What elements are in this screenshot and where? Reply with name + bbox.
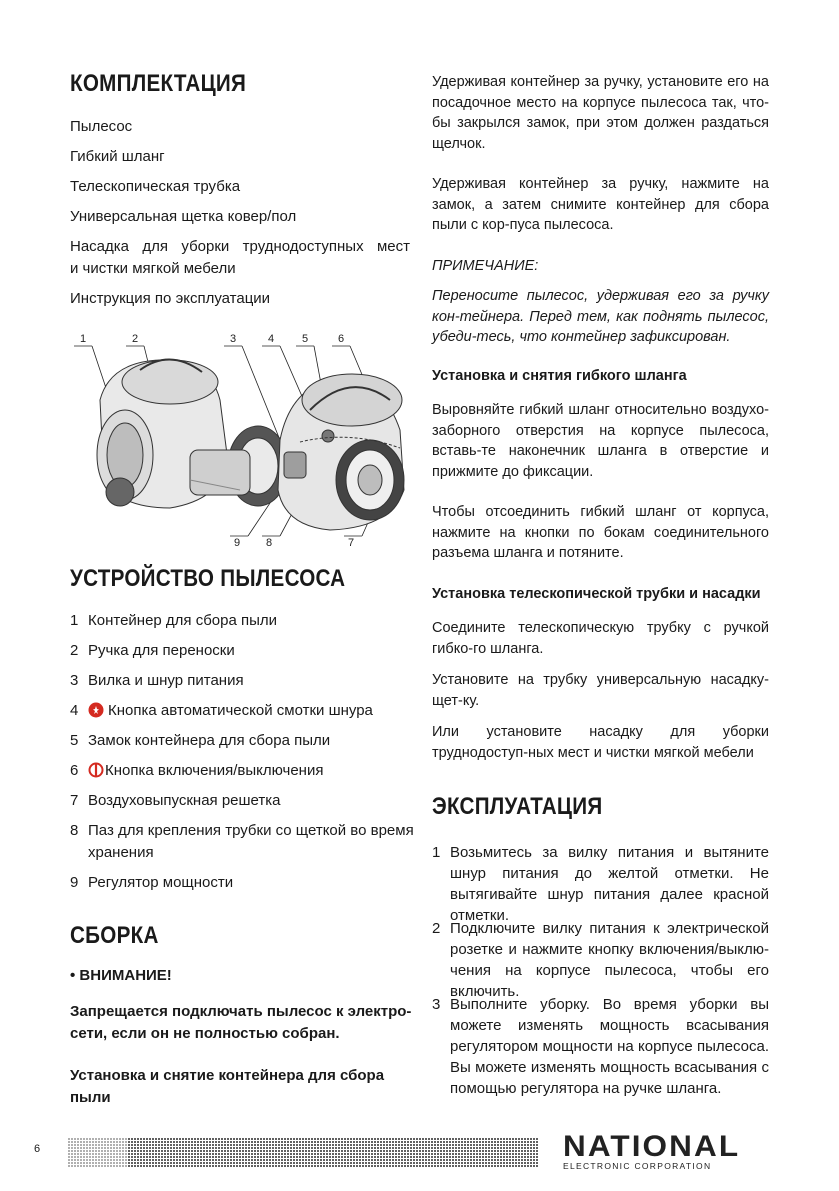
device-item: 5 Замок контейнера для сбора пыли: [70, 732, 331, 749]
device-item: 3 Вилка и шнур питания: [70, 672, 244, 689]
cord-rewind-icon: [88, 702, 104, 718]
hose-heading: Установка и снятия гибкого шланга: [432, 368, 687, 384]
container-install-text: Удерживая контейнер за ручку, установите его на посадочное место на корпусе пылесоса так, что-бы закрылся замок, при этом должен раздаться щелчок.: [432, 74, 769, 152]
container-heading: Установка и снятие контейнера для сбора: [70, 1067, 385, 1084]
vacuum-illustration: [70, 330, 410, 552]
kit-item: Телескопическая трубка: [70, 178, 241, 195]
tube-text: Или установите насадку для уборки труднодоступ-ных мест и чистки мягкой мебели: [432, 724, 769, 761]
device-item: 6 Кнопка включения/выключения: [70, 762, 324, 779]
operation-item: 2 Подключите вилку питания к электрической розетке и нажмите кнопку включения/выклю-чения на корпусе пылесоса, чтобы его включить.: [432, 920, 769, 1000]
tube-text: Соедините телескопическую трубку с ручкой гибко-го шланга.: [432, 620, 769, 657]
assembly-title: СБОРКА: [70, 922, 159, 949]
device-item: 9 Регулятор мощности: [70, 874, 234, 891]
figure-label: 6: [338, 333, 345, 345]
warning-label: • ВНИМАНИЕ!: [70, 967, 172, 984]
footer-pattern-bar: [68, 1138, 538, 1168]
hose-install-text: Выровняйте гибкий шланг относительно воздухо-заборного отверстия на корпусе пылесоса, вставь-те наконечник шланга в отверстие и прижмите до фиксации.: [432, 402, 769, 480]
device-item: 1 Контейнер для сбора пыли: [70, 612, 278, 629]
figure-label: 4: [268, 333, 275, 345]
operation-item: 3 Выполните уборку. Во время уборки вы можете изменять мощность всасывания регулятором мощности на корпусе пылесоса. Вы можете изменять мощность всасывания с помощью регулятора на ручке шланга.: [432, 996, 769, 1097]
kit-item: Инструкция по эксплуатации: [70, 290, 271, 307]
device-item: 4 Кнопка автоматической смотки шнура: [70, 702, 373, 719]
figure-label: 1: [80, 333, 87, 345]
device-item: 2 Ручка для переноски: [70, 642, 235, 659]
brand-logo: [563, 1130, 769, 1171]
warning-text: сети, если он не полностью собран.: [70, 1025, 340, 1042]
figure-label: 9: [234, 537, 241, 549]
note-text: Переносите пылесос, удерживая его за ручку кон-тейнера. Перед тем, как поднять пылесос, убеди-тесь, что контейнер зафиксирован.: [432, 288, 769, 345]
tube-heading: Установка телескопической трубки и насадки: [432, 586, 761, 602]
kit-item: Гибкий шланг: [70, 148, 165, 165]
power-icon: [88, 762, 104, 778]
device-item-cont: хранения: [88, 844, 154, 861]
operation-title: ЭКСПЛУАТАЦИЯ: [432, 793, 603, 820]
page-number: 6: [34, 1143, 41, 1155]
operation-item: 1 Возьмитесь за вилку питания и вытяните шнур питания до желтой отметки. Не вытягивайте шнур питания далее красной отметки.: [432, 844, 769, 924]
hose-remove-text: Чтобы отсоединить гибкий шланг от корпуса, нажмите на кнопки по бокам соединительного разъема шланга и потяните.: [432, 504, 769, 561]
warning-text: Запрещается подключать пылесос к электро-: [70, 1003, 412, 1020]
container-remove-text: Удерживая контейнер за ручку, нажмите на замок, а затем снимите контейнер для сбора пыли с кор-пуса пылесоса.: [432, 176, 769, 233]
brand-name: NATIONAL: [563, 1130, 741, 1163]
kit-item: Универсальная щетка ковер/пол: [70, 208, 297, 225]
kit-title: КОМПЛЕКТАЦИЯ: [70, 70, 247, 97]
kit-item-cont: и чистки мягкой мебели: [70, 260, 236, 277]
device-item: 8 Паз для крепления трубки со щеткой во время: [70, 822, 414, 839]
brand-subtitle: ELECTRONIC CORPORATION: [563, 1161, 712, 1171]
figure-label: 5: [302, 333, 309, 345]
figure-label: 3: [230, 333, 237, 345]
figure-label: 7: [348, 537, 355, 549]
tube-text: Установите на трубку универсальную насадку-щет-ку.: [432, 672, 769, 709]
container-heading: пыли: [70, 1089, 111, 1106]
figure-label: 8: [266, 537, 273, 549]
kit-item: Насадка для уборки труднодоступных мест: [70, 238, 410, 255]
note-label: ПРИМЕЧАНИЕ:: [432, 258, 539, 274]
device-item: 7 Воздуховыпускная решетка: [70, 792, 281, 809]
figure-label: 2: [132, 333, 139, 345]
device-title: УСТРОЙСТВО ПЫЛЕСОСА: [70, 565, 346, 592]
kit-item: Пылесос: [70, 118, 133, 135]
